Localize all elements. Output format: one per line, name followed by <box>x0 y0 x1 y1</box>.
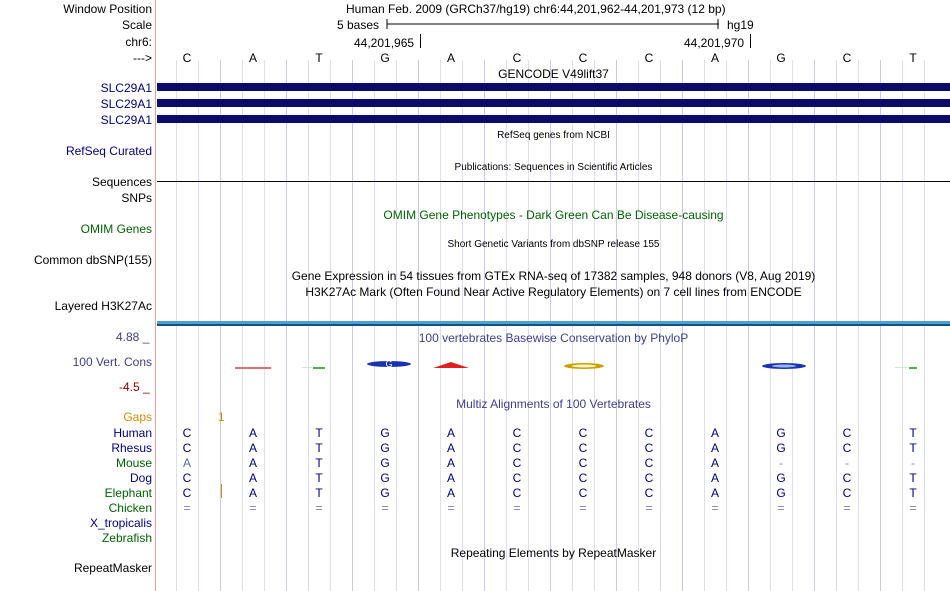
alignment-base: T <box>315 456 323 470</box>
alignment-base: C <box>644 441 654 455</box>
alignment-base: A <box>710 486 719 500</box>
alignment-base: = <box>843 501 851 515</box>
alignment-base: A <box>446 486 455 500</box>
species-label[interactable]: Human <box>113 426 152 440</box>
reference-base: C <box>512 51 522 65</box>
sequences-line <box>157 181 950 182</box>
alignment-base: A <box>446 441 455 455</box>
phylop-track-label[interactable]: 100 Vert. Cons <box>72 355 152 369</box>
alignment-base: A <box>446 471 455 485</box>
alignment-base: G <box>776 486 786 500</box>
phylop-logo-t <box>302 367 325 369</box>
alignment-base: = <box>447 501 455 515</box>
reference-base: A <box>446 51 455 65</box>
alignment-base: = <box>183 501 191 515</box>
scale-text: 5 bases <box>337 18 380 32</box>
h3k27ac-signal-line <box>157 324 950 326</box>
alignment-base: A <box>710 471 719 485</box>
alignment-base: G <box>380 456 390 470</box>
alignment-base: C <box>842 441 852 455</box>
alignment-base: T <box>315 426 323 440</box>
alignment-base: = <box>777 501 785 515</box>
elephant-insertion-marker <box>221 484 222 498</box>
coord-left: 44,201,965 <box>354 36 415 50</box>
alignment-base: A <box>248 426 257 440</box>
species-label[interactable]: Rhesus <box>111 441 152 455</box>
alignment-base: A <box>248 471 257 485</box>
alignment-base: C <box>644 471 654 485</box>
gencode-track-title[interactable]: GENCODE V49lift37 <box>498 67 609 81</box>
alignment-base: G <box>380 426 390 440</box>
reference-base: C <box>842 51 852 65</box>
gencode-gene-bar-2[interactable] <box>157 99 950 107</box>
alignment-base: A <box>248 456 257 470</box>
alignment-base: T <box>315 471 323 485</box>
svg-text:G: G <box>385 359 393 369</box>
species-label[interactable]: Zebrafish <box>101 531 152 545</box>
species-label[interactable]: Chicken <box>108 501 152 515</box>
alignment-base: T <box>909 426 917 440</box>
alignment-base: C <box>182 441 192 455</box>
refseq-track-label[interactable]: RefSeq Curated <box>65 144 152 158</box>
alignment-base: T <box>315 486 323 500</box>
alignment-base: C <box>512 441 522 455</box>
alignment-base: C <box>578 486 588 500</box>
strand-label: ---> <box>133 51 152 65</box>
alignment-base: C <box>182 426 192 440</box>
gap-count: 1 <box>218 410 225 424</box>
alignment-base: A <box>710 456 719 470</box>
window-position-label: Window Position <box>63 2 152 16</box>
alignment-base: T <box>909 471 917 485</box>
reference-base: C <box>182 51 192 65</box>
alignment-base: = <box>645 501 653 515</box>
reference-base: C <box>578 51 588 65</box>
reference-base: C <box>644 51 654 65</box>
h3k27ac-track-label[interactable]: Layered H3K27Ac <box>54 299 152 313</box>
scale-label: Scale <box>121 18 152 32</box>
window-position-value: Human Feb. 2009 (GRCh37/hg19) chr6:44,201,962-44,201,973 (12 bp) <box>346 2 726 16</box>
alignment-base: = <box>381 501 389 515</box>
alignment-base: G <box>776 441 786 455</box>
alignment-base: = <box>513 501 521 515</box>
phylop-logo-c2 <box>564 363 604 369</box>
omim-track-title[interactable]: OMIM Gene Phenotypes - Dark Green Can Be Disease-causing <box>383 208 724 222</box>
alignment-base: T <box>315 441 323 455</box>
alignment-base: C <box>842 471 852 485</box>
gencode-gene-bar-1[interactable] <box>157 83 950 91</box>
phylop-logo-g2 <box>762 363 806 369</box>
species-label[interactable]: X_tropicalis <box>89 516 152 530</box>
reference-base: T <box>909 51 917 65</box>
alignment-base: A <box>446 426 455 440</box>
alignment-base: C <box>842 486 852 500</box>
alignment-base: C <box>644 486 654 500</box>
gencode-gene-label-2[interactable]: SLC29A1 <box>100 97 152 111</box>
coord-left-tick <box>420 34 421 48</box>
coord-right-tick <box>750 34 751 48</box>
alignment-base: C <box>512 471 522 485</box>
alignment-base: T <box>909 486 917 500</box>
alignment-base: G <box>380 471 390 485</box>
scale-bar <box>386 17 720 31</box>
alignment-base: C <box>644 456 654 470</box>
gencode-gene-label-3[interactable]: SLC29A1 <box>100 113 152 127</box>
chrom-label: chr6: <box>125 35 152 49</box>
reference-base: A <box>248 51 257 65</box>
reference-base: T <box>315 51 323 65</box>
alignment-base: G <box>380 486 390 500</box>
alignment-base: G <box>380 441 390 455</box>
refseq-track-title[interactable]: RefSeq genes from NCBI <box>497 130 610 141</box>
alignment-base: C <box>578 471 588 485</box>
phylop-logo-g <box>367 359 411 369</box>
alignment-base: C <box>578 441 588 455</box>
h3k27ac-track-title[interactable]: H3K27Ac Mark (Often Found Near Active Regulatory Elements) on 7 cell lines from ENCODE <box>305 285 802 299</box>
species-label[interactable]: Elephant <box>104 486 152 500</box>
phylop-logo-t2 <box>895 367 917 369</box>
scale-assembly: hg19 <box>727 18 754 32</box>
alignment-base: C <box>644 426 654 440</box>
alignment-base: G <box>776 426 786 440</box>
alignment-base: G <box>776 471 786 485</box>
alignment-base: C <box>578 426 588 440</box>
gencode-gene-bar-3[interactable] <box>157 115 950 123</box>
alignment-base: A <box>446 456 455 470</box>
alignment-base: = <box>249 501 257 515</box>
alignment-base: = <box>909 501 917 515</box>
phylop-logo-a <box>433 362 469 368</box>
sequences-label[interactable]: Sequences <box>91 175 152 189</box>
gaps-label[interactable]: Gaps <box>123 410 152 424</box>
gencode-gene-label-1[interactable]: SLC29A1 <box>100 81 152 95</box>
alignment-base: - <box>845 456 849 470</box>
gtex-track-title[interactable]: Gene Expression in 54 tissues from GTEx RNA-seq of 17382 samples, 948 donors (V8, Aug 2019) <box>291 269 816 283</box>
species-label[interactable]: Dog <box>129 471 152 485</box>
alignment-base: T <box>909 441 917 455</box>
publications-track-title[interactable]: Publications: Sequences in Scientific Articles <box>454 162 653 173</box>
coord-right: 44,201,970 <box>684 36 745 50</box>
alignment-base: C <box>512 426 522 440</box>
alignment-base: C <box>182 486 192 500</box>
alignment-base: - <box>911 456 915 470</box>
omim-track-label[interactable]: OMIM Genes <box>80 222 152 236</box>
alignment-base: A <box>248 486 257 500</box>
phylop-min-label: -4.5 _ <box>119 380 150 394</box>
phylop-logo <box>157 355 950 375</box>
alignment-base: - <box>779 456 783 470</box>
dbsnp-track-label[interactable]: Common dbSNP(155) <box>33 253 152 267</box>
reference-base: G <box>380 51 390 65</box>
alignment-base: C <box>512 456 522 470</box>
alignment-base: A <box>182 456 191 470</box>
phylop-logo-c <box>235 367 271 369</box>
alignment-base: C <box>578 456 588 470</box>
alignment-base: C <box>842 426 852 440</box>
repeatmasker-track-label[interactable]: RepeatMasker <box>73 561 152 575</box>
alignment-base: A <box>710 441 719 455</box>
alignment-base: A <box>710 426 719 440</box>
repeatmasker-track-title[interactable]: Repeating Elements by RepeatMasker <box>450 546 657 560</box>
reference-base: G <box>776 51 786 65</box>
snps-label[interactable]: SNPs <box>121 191 152 205</box>
multiz-track-title[interactable]: Multiz Alignments of 100 Vertebrates <box>456 397 651 411</box>
alignment-base: = <box>579 501 587 515</box>
alignment-base: A <box>248 441 257 455</box>
alignment-base: = <box>711 501 719 515</box>
reference-base: A <box>710 51 719 65</box>
phylop-track-title[interactable]: 100 vertebrates Basewise Conservation by PhyloP <box>418 331 689 345</box>
alignment-base: = <box>315 501 323 515</box>
dbsnp-track-title[interactable]: Short Genetic Variants from dbSNP release 155 <box>447 239 660 250</box>
species-label[interactable]: Mouse <box>115 456 152 470</box>
alignment-base: C <box>512 486 522 500</box>
alignment-base: C <box>182 471 192 485</box>
phylop-max-label: 4.88 _ <box>116 330 150 344</box>
